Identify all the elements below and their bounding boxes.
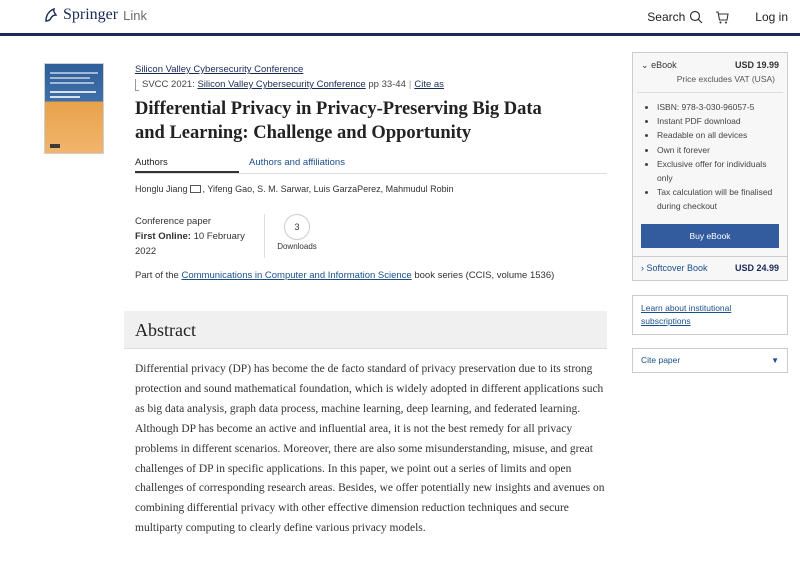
header-nav xyxy=(647,10,788,24)
list-item: • Tax calculation will be finalised during checkout xyxy=(657,185,779,213)
logo-subtext: Link xyxy=(123,7,147,23)
article-title: Differential Privacy in Privacy-Preserving Big Data and Learning: Challenge and Opportunity xyxy=(135,99,542,143)
co-authors: , Yifeng Gao, S. M. Sarwar, Luis GarzaPerez, Mahmudul Robin xyxy=(202,184,454,194)
conference-link[interactable]: Silicon Valley Cybersecurity Conference xyxy=(197,79,366,90)
institutional-box xyxy=(632,295,788,335)
article-meta xyxy=(135,214,607,258)
ebook-price: USD 19.99 xyxy=(734,60,779,70)
softcover-price: USD 24.99 xyxy=(734,263,779,274)
search-button[interactable] xyxy=(647,10,703,24)
page-range: pp 33-44 xyxy=(368,79,406,90)
softcover-toggle[interactable]: › Softcover Book USD 24.99 xyxy=(632,257,788,281)
site-header xyxy=(0,0,800,36)
caret-down-icon: ▼ xyxy=(771,355,779,365)
email-icon[interactable] xyxy=(190,185,201,193)
institutional-link[interactable]: Learn about institutional subscriptions xyxy=(641,302,732,326)
list-item: • ISBN: 978-3-030-96057-5 xyxy=(657,100,779,114)
list-item: • Exclusive offer for individuals only xyxy=(657,157,779,185)
author-tabs xyxy=(135,157,607,174)
login-link[interactable]: Log in xyxy=(755,10,788,24)
author-link[interactable]: Honglu Jiang xyxy=(135,184,188,194)
conference-prefix: SVCC 2021: xyxy=(142,79,195,90)
abstract-text: Differential privacy (DP) has become the de facto standard of privacy preservation due to its strong protection and sound mathematical foundation, which is widely adopted in different applications such as big data analysis, graph data process, machine learning, deep learning, and federated learning. Although DP has become an active and influential area, it is not the best remedy for all privacy problems in different scenarios. Moreover, there are also some misunderstanding, misuse, and great challenges of DP in specific applications. In this paper, we point out a series of limits and open challenges of corresponding research areas. Besides, we offer potentially new insights and avenues on combining differential privacy with other effective dimension reduction techniques and secure multiparty computing to clearly define various privacy models. xyxy=(135,363,605,535)
logo-text: Springer xyxy=(63,6,119,23)
ebook-features xyxy=(633,93,787,218)
tab-authors[interactable]: Authors xyxy=(135,157,239,173)
cite-as-link[interactable]: Cite as xyxy=(414,79,444,90)
first-online-date: 10 February 2022 xyxy=(135,231,245,257)
purchase-sidebar xyxy=(632,52,788,373)
ebook-box xyxy=(632,52,788,257)
downloads-metric xyxy=(277,214,317,258)
springer-logo[interactable] xyxy=(42,6,147,24)
search-label: Search xyxy=(647,10,686,24)
breadcrumb: SVCC 2021: Silicon Valley Cybersecurity Conference pp 33-44 | Cite as xyxy=(135,75,607,91)
buy-ebook-button[interactable]: Buy eBook xyxy=(641,224,779,248)
chevron-right-icon: › xyxy=(641,263,644,274)
abstract-heading: Abstract xyxy=(124,311,607,349)
list-item: • Own it forever xyxy=(657,143,779,157)
author-list xyxy=(135,184,607,194)
springer-horse-icon xyxy=(42,6,60,24)
first-online-label: First Online: xyxy=(135,231,191,242)
series-book-link[interactable]: Communications in Computer and Information Science xyxy=(181,270,412,281)
article-type: Conference paper xyxy=(135,216,212,227)
book-cover-image xyxy=(44,63,104,154)
downloads-label: Downloads xyxy=(277,242,317,251)
cart-icon[interactable] xyxy=(715,11,729,24)
series-info: Part of the Communications in Computer and Information Science book series (CCIS, volume 1536) xyxy=(135,270,555,281)
downloads-count: 3 xyxy=(284,214,310,240)
list-item: • Instant PDF download xyxy=(657,114,779,128)
vat-note: Price excludes VAT (USA) xyxy=(637,71,783,93)
series-link[interactable]: Silicon Valley Cybersecurity Conference xyxy=(135,64,304,75)
tab-authors-affiliations[interactable]: Authors and affiliations xyxy=(249,157,345,168)
chevron-down-icon: ⌄ xyxy=(641,60,649,70)
search-icon xyxy=(689,10,703,24)
article-main xyxy=(135,63,607,281)
cite-paper-dropdown[interactable]: Cite paper ▼ xyxy=(632,348,788,373)
ebook-toggle[interactable]: ⌄ eBook USD 19.99 xyxy=(641,60,779,70)
list-item: • Readable on all devices xyxy=(657,128,779,142)
